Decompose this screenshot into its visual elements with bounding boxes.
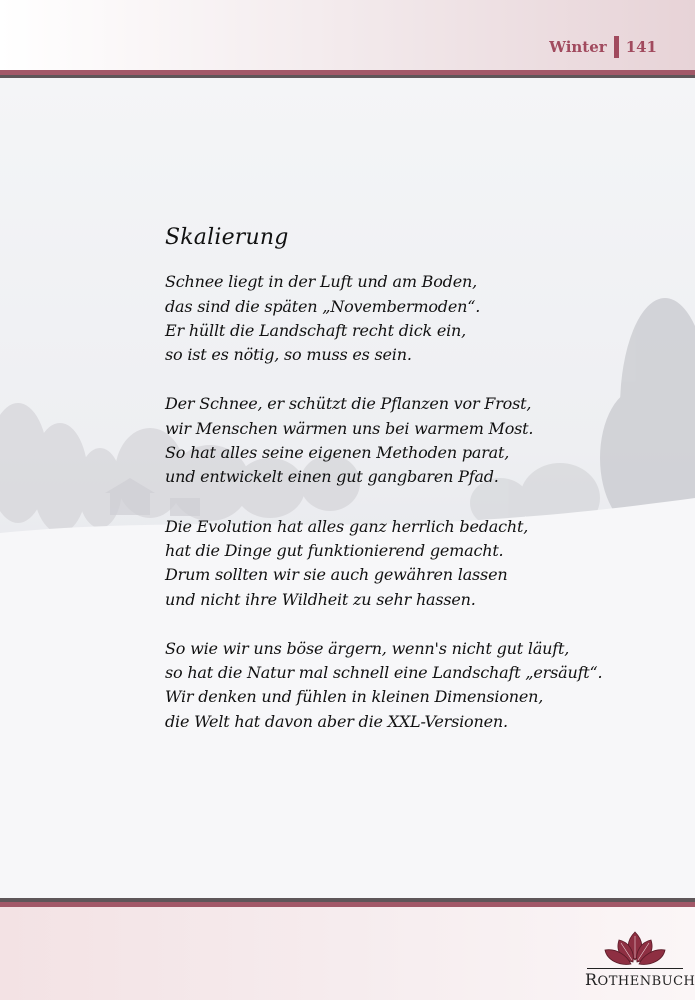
poem-title: Skalierung — [165, 225, 289, 250]
poem-line: so hat die Natur mal schnell eine Landschaft „ersäuft“. — [165, 663, 603, 683]
poem-line: So wie wir uns böse ärgern, wenn's nicht gut läuft, — [165, 638, 570, 658]
logo-name: OTHENBUCH — [597, 974, 695, 989]
logo-wordmark — [585, 970, 695, 989]
poem-line: wir Menschen wärmen uns bei warmem Most. — [165, 418, 534, 438]
poem-line: Wir denken und fühlen in kleinen Dimensionen, — [165, 687, 544, 707]
poem-line: so ist es nötig, so muss es sein. — [165, 345, 412, 365]
rothenbuch-logo — [585, 930, 695, 992]
poem-line: Drum sollten wir sie auch gewähren lassen — [165, 565, 508, 585]
poem-line: das sind die späten „Novembermoden“. — [165, 296, 481, 316]
poem-line: und nicht ihre Wildheit zu sehr hassen. — [165, 589, 476, 609]
poem-line: So hat alles seine eigenen Methoden parat, — [165, 443, 510, 463]
poem-line: Schnee liegt in der Luft und am Boden, — [165, 272, 477, 292]
leaf-logo-icon — [585, 930, 685, 970]
poem-line: die Welt hat davon aber die XXL-Versionen. — [165, 711, 508, 731]
logo-initial: R — [585, 970, 598, 989]
header-band — [0, 0, 695, 70]
poem-line: hat die Dinge gut funktionierend gemacht. — [165, 540, 504, 560]
poem-line: Der Schnee, er schützt die Pflanzen vor Frost, — [165, 394, 532, 414]
poem-line: Die Evolution hat alles ganz herrlich bedacht, — [165, 516, 529, 536]
poem-line: Er hüllt die Landschaft recht dick ein, — [165, 320, 467, 340]
running-head-separator — [614, 36, 619, 58]
running-head — [549, 36, 657, 58]
poem — [165, 226, 665, 759]
page-number: 141 — [625, 38, 657, 56]
section-title: Winter — [549, 38, 607, 56]
stanza-3 — [165, 515, 665, 612]
stanza-2 — [165, 392, 665, 489]
stanza-4 — [165, 637, 665, 734]
stanza-1 — [165, 270, 665, 367]
poem-line: und entwickelt einen gut gangbaren Pfad. — [165, 467, 499, 487]
logo-underline — [587, 968, 683, 969]
